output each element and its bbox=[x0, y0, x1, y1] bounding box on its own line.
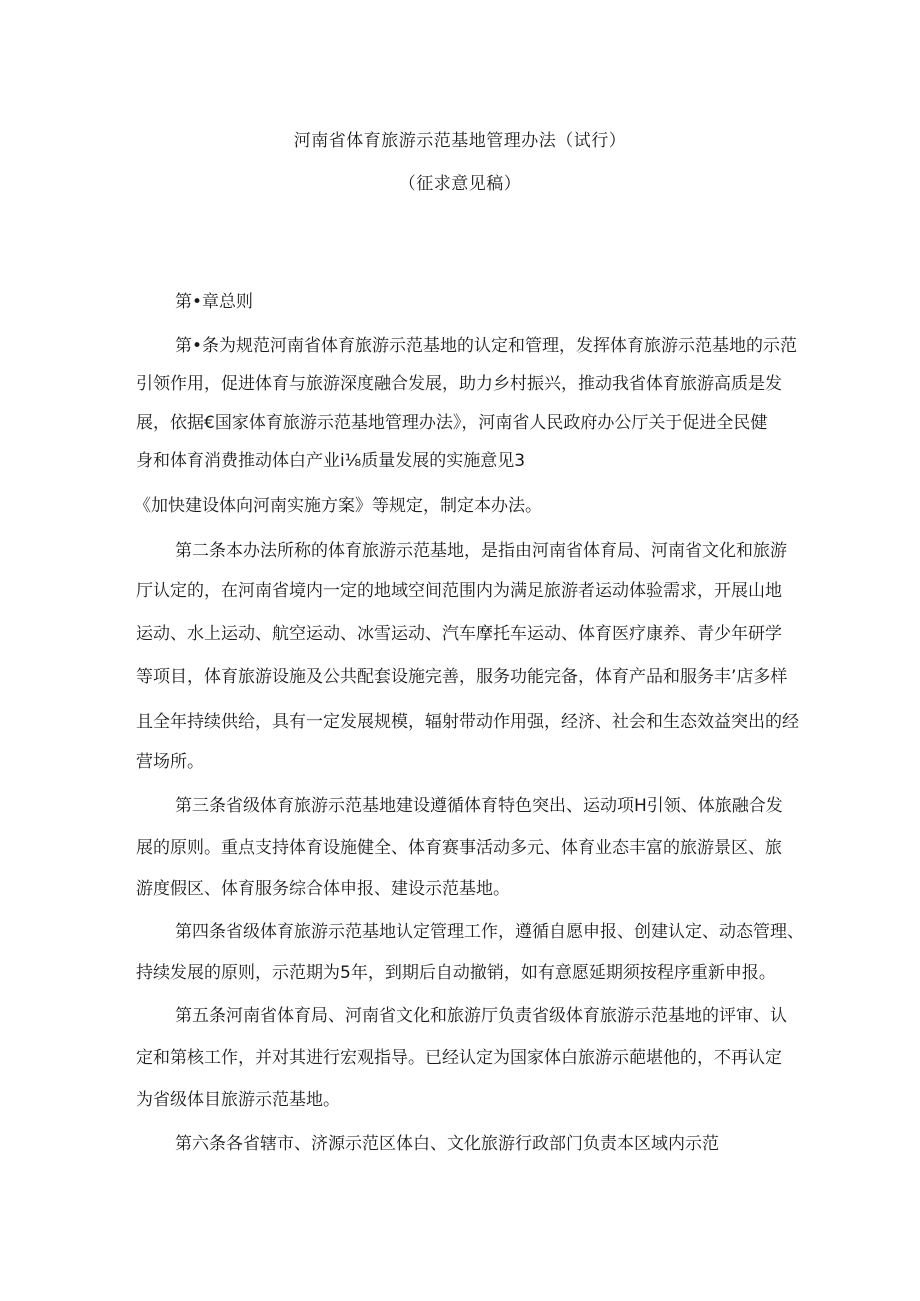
article-5-line-3: 为省级体目旅游示范基地。 bbox=[136, 1090, 340, 1110]
article-4-line-2: 持续发展的原则，示范期为5年，到期后自动撤销，如有意愿延期须按程序重新申报。 bbox=[136, 963, 776, 983]
article-5-line-1: 第五条河南省体育局、河南省文化和旅游厅负责省级体育旅游示范基地的评审、认 bbox=[175, 1006, 787, 1026]
article-3-line-2: 展的原则。重点支持体育设施健全、体育赛事活动多元、体育业态丰富的旅游景区、旅 bbox=[136, 838, 782, 858]
article-2-line-1: 第二条本办法所称的体育旅游示范基地，是指由河南省体育局、河南省文化和旅游 bbox=[175, 541, 787, 561]
article-1-line-5: 《加快建设体向河南实施方案》等规定，制定本办法。 bbox=[134, 496, 542, 516]
article-2-line-6: 营场所。 bbox=[136, 752, 204, 772]
article-2-line-2: 厅认定的，在河南省境内一定的地域空间范围内为满足旅游者运动体验需求，开展山地 bbox=[136, 581, 782, 601]
article-3-line-1: 第三条省级体育旅游示范基地建设遵循体育特色突出、运动项H引领、体旅融合发 bbox=[175, 796, 783, 816]
article-3-line-3: 游度假区、体育服务综合体申报、建设示范基地。 bbox=[136, 879, 510, 899]
article-6-line-1: 第六条各省辖市、济源示范区体白、文化旅游行政部门负责本区域内示范 bbox=[175, 1134, 719, 1154]
document-title: 河南省体育旅游示范基地管理办法（试行） bbox=[293, 131, 627, 151]
article-4-line-1: 第四条省级体育旅游示范基地认定管理工作，遵循自愿申报、创建认定、动态管理、 bbox=[175, 922, 804, 942]
article-5-line-2: 定和第核工作，并对其进行宏观指导。已经认定为国家体白旅游示葩堪他的，不再认定 bbox=[136, 1048, 782, 1068]
chapter-heading: 第•章总则 bbox=[175, 292, 254, 312]
article-1-line-2: 引领作用，促进体育与旅游深度融合发展，助力乡村振兴，推动我省体育旅游高质是发 bbox=[136, 374, 782, 394]
article-2-line-4: 等项目，体育旅游设施及公共配套设施完善，服务功能完备，体育产品和服务丰’店多样 bbox=[136, 667, 788, 687]
article-1-line-1: 第•条为规范河南省体育旅游示范基地的认定和管理，发挥体育旅游示范基地的示范 bbox=[175, 336, 798, 356]
article-2-line-3: 运动、水上运动、航空运动、冰雪运动、汽车摩托车运动、体育医疗康养、青少年研学 bbox=[136, 624, 782, 644]
document-subtitle: （征求意见稿） bbox=[398, 174, 522, 194]
article-2-line-5: 且全年持续供给，具有一定发展规模，辐射带动作用强，经济、社会和生态效益突出的经 bbox=[136, 712, 799, 732]
article-1-line-4: 身和体育消费推动体白产业i⅛质量发展的实施意见3 bbox=[136, 451, 526, 471]
article-1-line-3: 展，依据€国家体育旅游示范基地管理办法》，河南省人民政府办公厅关于促进全民健 bbox=[136, 413, 768, 433]
